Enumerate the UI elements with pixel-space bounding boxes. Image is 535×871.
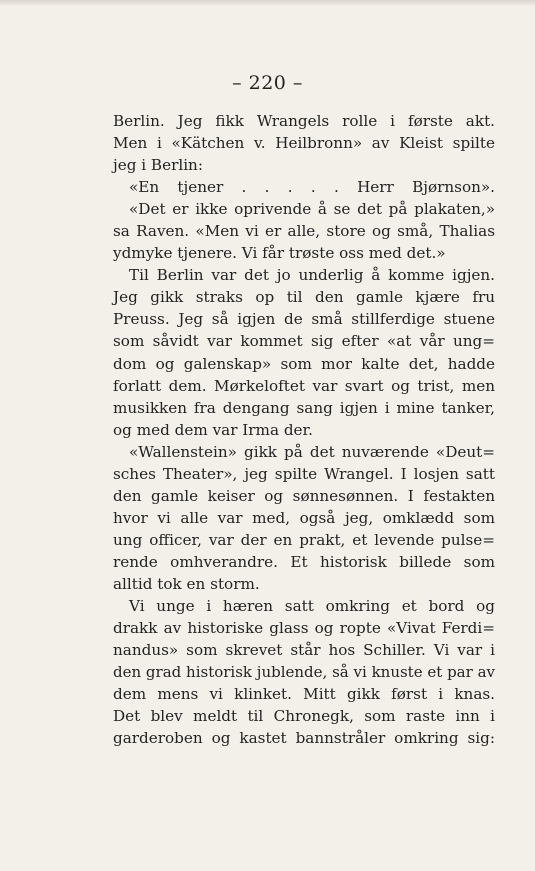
text-line: som såvidt var kommet sig efter «at vår ung= [113, 332, 495, 351]
body-text [113, 110, 495, 749]
text-line: Preuss. Jeg så igjen de små stillferdige stuene [113, 310, 495, 329]
text-line: forlatt dem. Mørkeloftet var svart og trist, men [113, 376, 495, 395]
text-line: «Det er ikke oprivende å se det på plakaten,» [129, 200, 495, 219]
text-line: Til Berlin var det jo underlig å komme igjen. [129, 266, 495, 285]
text-line: ung officer, var der en prakt, et levende pulse= [113, 530, 495, 549]
text-line: den gamle keiser og sønnesønnen. I festakten [113, 486, 495, 505]
text-line: «Wallenstein» gikk på det nuværende «Deut= [129, 442, 495, 461]
text-line: og med dem var Irma der. [113, 420, 313, 439]
text-line: Men i «Kätchen v. Heilbronn» av Kleist spilte [113, 134, 495, 153]
text-line: nandus» som skrevet står hos Schiller. Vi var i [113, 641, 495, 660]
text-line: Vi unge i hæren satt omkring et bord og [129, 597, 495, 616]
text-line: jeg i Berlin: [113, 156, 203, 175]
text-line: den grad historisk jublende, så vi knuste et par av [113, 663, 495, 682]
text-line: musikken fra dengang sang igjen i mine tanker, [113, 398, 495, 417]
page-top-edge [0, 0, 535, 6]
text-line: alltid tok en storm. [113, 574, 260, 593]
text-line: dem mens vi klinket. Mitt gikk først i knas. [113, 685, 495, 704]
text-line: sches Theater», jeg spilte Wrangel. I losjen satt [113, 464, 495, 483]
text-line: garderoben og kastet bannstråler omkring sig: [113, 729, 495, 748]
text-line: hvor vi alle var med, også jeg, omklædd som [113, 508, 495, 527]
text-line: Berlin. Jeg fikk Wrangels rolle i første akt. [113, 112, 495, 130]
text-line: Jeg gikk straks op til den gamle kjære fru [113, 288, 495, 307]
text-line: «En tjener . . . . . Herr Bjørnson». [129, 178, 495, 197]
text-line: rende omhverandre. Et historisk billede som [113, 552, 495, 571]
text-line: drakk av historiske glass og ropte «Vivat Ferdi= [113, 619, 495, 638]
text-line: ydmyke tjenere. Vi får trøste oss med det.» [113, 244, 446, 263]
text-line: dom og galenskap» som mor kalte det, hadde [113, 354, 495, 373]
page-number: – 220 – [232, 72, 303, 94]
text-line: Det blev meldt til Chronegk, som raste inn i [113, 707, 495, 726]
text-line: sa Raven. «Men vi er alle, store og små, Thalias [113, 222, 495, 241]
